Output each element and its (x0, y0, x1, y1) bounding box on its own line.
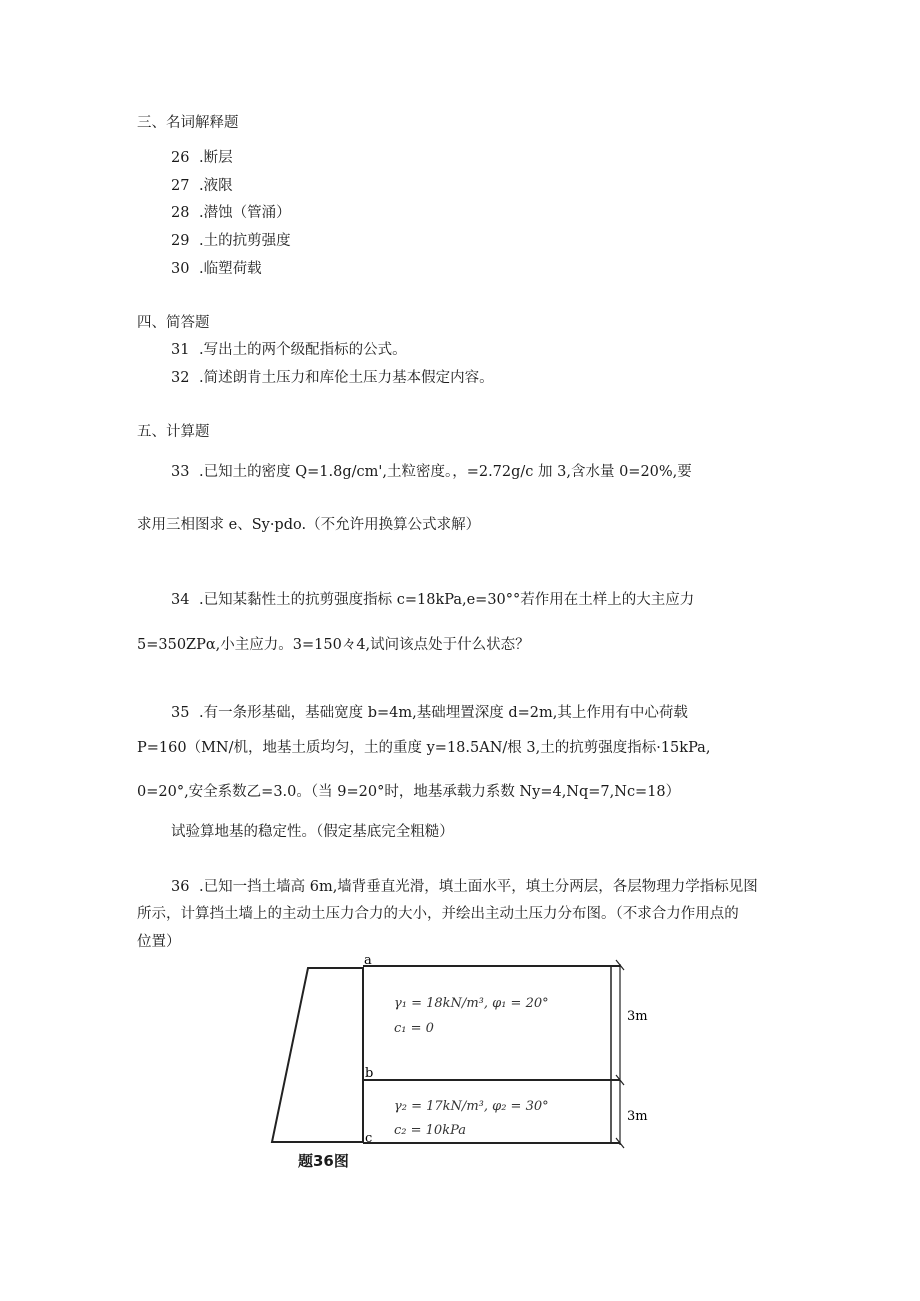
item-number: 35 (171, 705, 190, 721)
retaining-wall-diagram (262, 952, 662, 1167)
item-text: .液限 (199, 178, 233, 194)
item-text: .简述朗肯土压力和库伦土压力基本假定内容。 (199, 370, 494, 386)
question-35-continuation: 0=20°,安全系数乙=3.0。（当 9=20°时，地基承载力系数 Ny=4,Nq=7,Nc=18） (137, 784, 681, 800)
question-36-continuation: 所示，计算挡土墙上的主动土压力合力的大小，并绘出主动土压力分布图。（不求合力作用点的 (137, 906, 739, 922)
retaining-wall (272, 968, 363, 1142)
item-number: 30 (171, 261, 190, 277)
item-number: 27 (171, 178, 190, 194)
question-text: .有一条形基础，基础宽度 b=4m,基础埋置深度 d=2m,其上作用有中心荷载 (199, 705, 688, 721)
list-item (171, 368, 494, 388)
layer1-height-label: 3m (627, 1009, 648, 1024)
layer1-cohesion: c₁ = 0 (394, 1021, 434, 1036)
item-text: .土的抗剪强度 (199, 233, 291, 249)
question-35 (171, 703, 688, 723)
list-item (171, 340, 407, 360)
layer2-height-label: 3m (627, 1109, 648, 1124)
point-a-label: a (364, 953, 372, 968)
question-text: .已知一挡土墙高 6m,墙背垂直光滑，填土面水平，填土分两层，各层物理力学指标见图 (199, 879, 758, 895)
item-text: .断层 (199, 150, 233, 166)
item-number: 31 (171, 342, 190, 358)
question-text: .已知土的密度 Q=1.8g/cm',土粒密度。，=2.72g/c 加 3,含水量 0=20%,要 (199, 464, 692, 480)
list-item (171, 203, 291, 223)
question-33 (171, 462, 692, 482)
list-item (171, 231, 291, 251)
layer1-properties: γ₁ = 18kN/m³, φ₁ = 20° (394, 996, 549, 1011)
section-title-4: 四、简答题 (137, 315, 210, 331)
list-item (171, 259, 262, 279)
item-number: 26 (171, 150, 190, 166)
item-number: 32 (171, 370, 190, 386)
point-b-label: b (365, 1066, 374, 1081)
question-35-continuation: 试验算地基的稳定性。（假定基底完全粗糙） (171, 824, 454, 840)
list-item (171, 148, 233, 168)
item-text: .临塑荷载 (199, 261, 262, 277)
layer2-cohesion: c₂ = 10kPa (394, 1123, 466, 1138)
question-36 (171, 877, 758, 897)
item-text: .潜蚀（管涌） (199, 205, 291, 221)
question-34 (171, 590, 694, 610)
question-text: .已知某黏性土的抗剪强度指标 c=18kPa,e=30°°若作用在土样上的大主应力 (199, 592, 695, 608)
item-number: 33 (171, 464, 190, 480)
item-number: 28 (171, 205, 190, 221)
item-number: 29 (171, 233, 190, 249)
layer2-properties: γ₂ = 17kN/m³, φ₂ = 30° (394, 1099, 549, 1114)
section-title-3: 三、名词解释题 (137, 115, 239, 131)
question-34-continuation: 5=350ZPα,小主应力。3=150々4,试问该点处于什么状态？ (137, 637, 530, 653)
item-text: .写出土的两个级配指标的公式。 (199, 342, 407, 358)
question-35-continuation: P=160（MN/机，地基土质均匀，土的重度 y=18.5AN/根 3,土的抗剪强度指标·15kPa, (137, 740, 711, 756)
list-item (171, 176, 233, 196)
question-33-continuation: 求用三相图求 e、Sy·pdo.（不允许用换算公式求解） (137, 517, 481, 533)
section-title-5: 五、计算题 (137, 424, 210, 440)
figure-caption: 题36图 (298, 1152, 349, 1170)
item-number: 36 (171, 879, 190, 895)
point-c-label: c (365, 1131, 373, 1146)
question-36-continuation: 位置） (137, 934, 181, 950)
item-number: 34 (171, 592, 190, 608)
